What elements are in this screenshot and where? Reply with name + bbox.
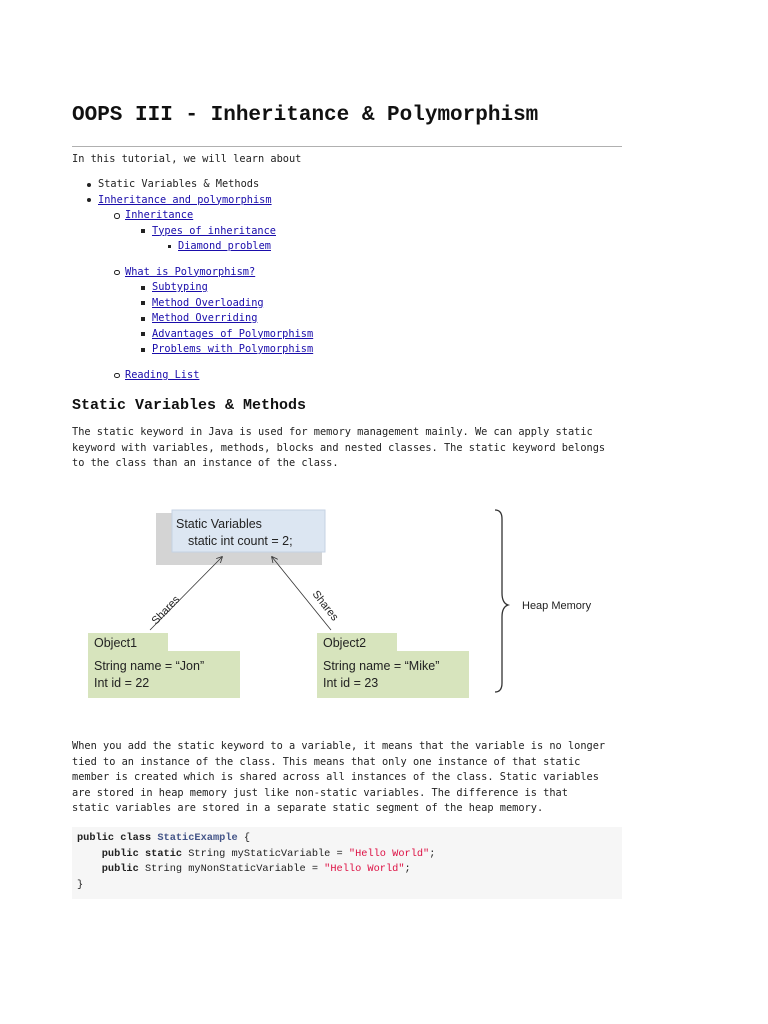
toc-link[interactable]: Method Overloading: [152, 296, 264, 309]
paragraph-static-intro: The static keyword in Java is used for memory management mainly. We can apply static keyword with variables, methods, blocks and nested classes. The static keyword belongs to the class than an instance of the class.: [72, 426, 606, 469]
code-line-2: public static String myStaticVariable = "Hello World";: [101, 848, 436, 860]
static-memory-diagram: [88, 505, 592, 705]
static-box-title: Static Variables: [176, 517, 262, 531]
code-block-static-example: [72, 827, 622, 899]
bullet-icon: [114, 373, 120, 379]
code-line-4: }: [77, 879, 84, 891]
object2-id: Int id = 23: [323, 676, 379, 690]
heap-brace: [495, 510, 508, 692]
toc-spacer: [72, 358, 622, 368]
toc-link[interactable]: Inheritance: [125, 209, 194, 221]
object1-id: Int id = 22: [94, 676, 150, 690]
object1-title: Object1: [94, 636, 138, 650]
toc-item[interactable]: [72, 280, 622, 296]
toc-item[interactable]: [72, 342, 622, 358]
toc-link[interactable]: Inheritance and polymorphism: [98, 193, 272, 206]
toc-item[interactable]: [72, 311, 622, 327]
title-divider: [72, 146, 622, 147]
paragraph-static-variable: When you add the static keyword to a variable, it means that the variable is no longer tied to an instance of the class. This means that only one instance of that static member is created which is shared across all instances of the class. Static variables are stored in heap memory just like non-static variables. The difference is that static variables are stored in a separate static segment of the heap memory.: [72, 740, 606, 814]
toc-list: [72, 177, 622, 383]
toc-item[interactable]: [72, 208, 622, 224]
code-line-1: public class StaticExample {: [77, 832, 251, 844]
intro-text: In this tutorial, we will learn about: [72, 153, 302, 165]
toc-link[interactable]: Types of inheritance: [152, 224, 276, 237]
toc-link[interactable]: Problems with Polymorphism: [152, 343, 314, 355]
bullet-icon: [141, 286, 145, 290]
toc-item[interactable]: [72, 327, 622, 343]
page-title: OOPS III - Inheritance & Polymorphism: [72, 104, 539, 127]
toc-item[interactable]: [72, 368, 622, 384]
toc-item[interactable]: [72, 239, 622, 255]
object2-title: Object2: [323, 636, 367, 650]
toc-link[interactable]: Diamond problem: [178, 240, 271, 252]
object2-name: String name = “Mike”: [323, 659, 440, 673]
bullet-icon: [87, 183, 91, 187]
toc-item[interactable]: [72, 265, 622, 281]
bullet-icon: [141, 229, 145, 233]
toc-link[interactable]: Advantages of Polymorphism: [152, 327, 314, 340]
toc-link[interactable]: Reading List: [125, 368, 200, 381]
toc-item[interactable]: [72, 193, 622, 209]
toc-link[interactable]: Method Overriding: [152, 312, 258, 324]
bullet-icon: [141, 317, 145, 321]
section-heading-static: Static Variables & Methods: [72, 397, 307, 414]
static-box-code: static int count = 2;: [188, 534, 293, 548]
bullet-icon: [168, 245, 171, 248]
object1-name: String name = “Jon”: [94, 659, 205, 673]
toc-link[interactable]: What is Polymorphism?: [125, 265, 256, 278]
bullet-icon: [87, 198, 91, 202]
bullet-icon: [141, 348, 145, 352]
toc-item: [72, 177, 622, 193]
bullet-icon: [114, 270, 120, 276]
code-line-3: public String myNonStaticVariable = "Hello World";: [101, 863, 411, 875]
bullet-icon: [141, 301, 145, 305]
arrow-right-label: Shares: [309, 588, 341, 624]
toc-item[interactable]: [72, 224, 622, 240]
bullet-icon: [114, 213, 120, 219]
toc-link[interactable]: Subtyping: [152, 281, 208, 293]
toc-item[interactable]: [72, 296, 622, 312]
bullet-icon: [141, 332, 145, 336]
table-of-contents: [72, 177, 622, 383]
toc-spacer: [72, 255, 622, 265]
toc-label: Static Variables & Methods: [98, 178, 260, 190]
heap-memory-label: Heap Memory: [522, 600, 592, 612]
arrow-left-label: Shares: [149, 593, 183, 628]
